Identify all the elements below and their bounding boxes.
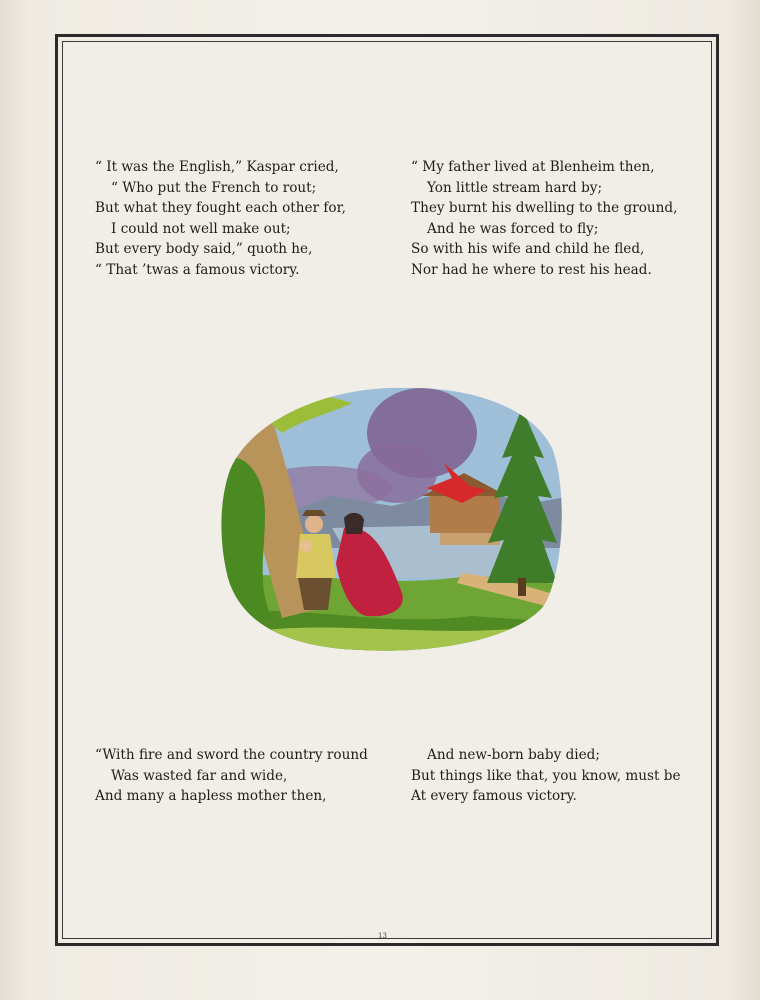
- verse-line: Nor had he where to rest his head.: [411, 261, 652, 278]
- stanza-bottom-right: [411, 745, 681, 807]
- verse-line: And many a hapless mother then,: [95, 788, 327, 805]
- verse-line: But what they fought each other for,: [95, 200, 346, 217]
- verse-line: Was wasted far and wide,: [111, 767, 288, 784]
- verse-line: And new-born baby died;: [427, 747, 600, 763]
- verse-line: But every body said,” quoth he,: [95, 241, 313, 258]
- verse-line: Yon little stream hard by;: [427, 179, 603, 196]
- grass-highlight: [242, 626, 542, 660]
- verse-line: “ Who put the French to rout;: [111, 179, 317, 196]
- stanza-bottom-left: [95, 745, 368, 807]
- verse-line: I could not well make out;: [111, 220, 291, 237]
- child-figure: [300, 540, 312, 552]
- verse-line: And he was forced to fly;: [427, 220, 599, 237]
- verse-line: “ My father lived at Blenheim then,: [411, 159, 655, 175]
- verse-line: They burnt his dwelling to the ground,: [411, 200, 678, 217]
- verse-line: “ That ’twas a famous victory.: [95, 261, 300, 278]
- hand-colored-engraving: [212, 378, 572, 660]
- page-number: 13: [378, 932, 387, 940]
- verse-line: “With fire and sword the country round: [95, 747, 368, 763]
- stanza-top-left: [95, 157, 346, 281]
- verse-line: At every famous victory.: [411, 788, 577, 805]
- verse-line: So with his wife and child he fled,: [411, 241, 645, 258]
- stanza-top-right: [411, 157, 677, 281]
- verse-line: But things like that, you know, must be: [411, 767, 681, 784]
- verse-line: “ It was the English,” Kaspar cried,: [95, 159, 339, 175]
